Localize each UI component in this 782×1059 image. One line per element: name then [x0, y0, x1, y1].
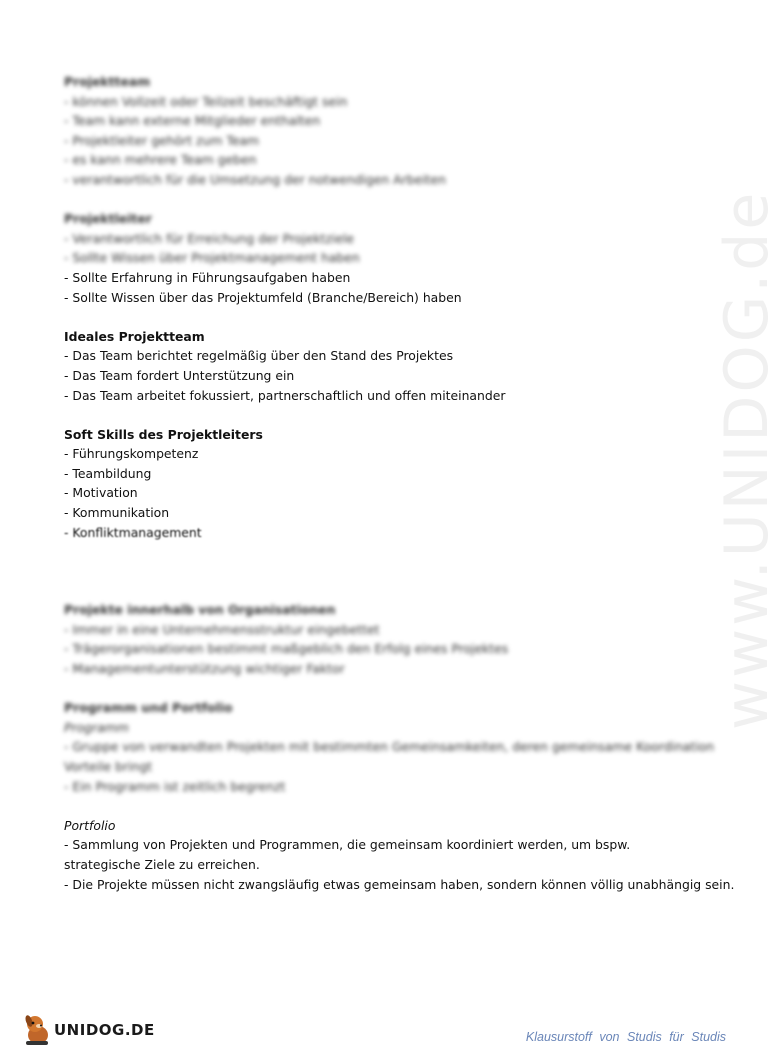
subheading-portfolio: Portfolio [64, 817, 116, 833]
list-item: - Verantwortlich für Erreichung der Projektziele [64, 230, 355, 246]
heading-projektteam: Projektteam [64, 74, 151, 89]
logo-text: UNIDOG.DE [54, 1021, 155, 1039]
section-projektteam [64, 72, 694, 190]
dog-mascot-icon [22, 1013, 52, 1047]
list-item: - es kann mehrere Team geben [64, 152, 257, 168]
heading-projektleiter: Projektleiter [64, 211, 152, 227]
list-item: - Gruppe von verwandten Projekten mit bestimmten Gemeinsamkeiten, deren gemeinsame Koordination [64, 739, 715, 755]
list-item: - Teambildung [64, 465, 152, 481]
heading-ideales-projektteam: Ideales Projektteam [64, 328, 205, 344]
list-item: - können Vollzeit oder Teilzeit beschäftigt sein [64, 93, 348, 109]
list-item: - Ein Programm ist zeitlich begrenzt [64, 778, 286, 794]
list-item: - Führungskompetenz [64, 446, 199, 462]
section-soft-skills [64, 425, 694, 543]
section-organisationen [64, 600, 694, 678]
list-item: - Team kann externe Mitglieder enthalten [64, 113, 321, 129]
list-item: - Sollte Wissen über Projektmanagement haben [64, 250, 360, 266]
heading-programm-portfolio: Programm und Portfolio [64, 700, 233, 716]
list-item: - Kommunikation [64, 505, 170, 521]
list-item: - Trägerorganisationen bestimmt maßgeblich den Erfolg eines Projektes [64, 641, 509, 657]
list-item: - Das Team fordert Unterstützung ein [64, 367, 295, 383]
list-item: - Motivation [64, 485, 138, 501]
section-ideales-projektteam [64, 327, 694, 405]
list-item: - Das Team arbeitet fokussiert, partnerschaftlich und offen miteinander [64, 387, 506, 403]
subheading-programm: Programm [64, 719, 129, 735]
watermark: www.UNIDOG.de [712, 189, 782, 730]
list-item: - Projektleiter gehört zum Team [64, 132, 260, 148]
unidog-logo [22, 1010, 155, 1050]
list-item: - Managementunterstützung wichtiger Faktor [64, 661, 345, 677]
list-item: - Sollte Wissen über das Projektumfeld (Branche/Bereich) haben [64, 289, 462, 305]
heading-soft-skills: Soft Skills des Projektleiters [64, 426, 263, 442]
list-item: - Das Team berichtet regelmäßig über den Stand des Projektes [64, 348, 454, 364]
section-portfolio [64, 816, 735, 894]
list-item: - Sollte Erfahrung in Führungsaufgaben haben [64, 269, 351, 285]
list-item: - verantwortlich für die Umsetzung der notwendigen Arbeiten [64, 171, 446, 187]
footer-tagline: Klausurstoff von Studis für Studis [525, 1030, 726, 1044]
list-item: - Konfliktmanagement [64, 524, 202, 540]
list-item-continuation: Vorteile bringt [64, 759, 153, 774]
list-item: - Immer in eine Unternehmensstruktur eingebettet [64, 621, 380, 637]
heading-organisationen: Projekte innerhalb von Organisationen [64, 602, 336, 618]
list-item: - Die Projekte müssen nicht zwangsläufig etwas gemeinsam haben, sondern können völlig unabhängig sein. [64, 876, 735, 892]
section-programm [64, 698, 715, 796]
section-projektleiter [64, 209, 694, 307]
document-body [64, 72, 735, 894]
list-item: - Sammlung von Projekten und Programmen, die gemeinsam koordiniert werden, um bspw. strategische Ziele zu erreichen. [64, 837, 631, 872]
